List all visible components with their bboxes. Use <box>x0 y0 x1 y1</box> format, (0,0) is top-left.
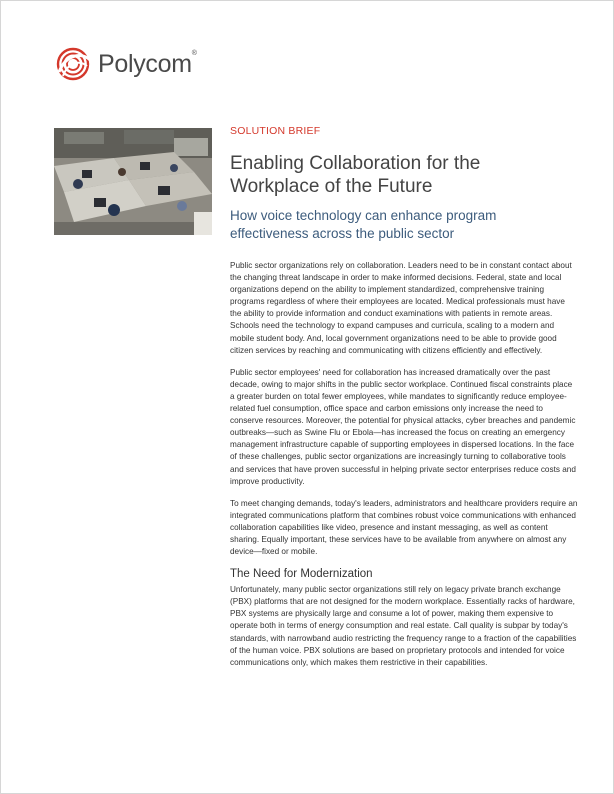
body-text <box>230 260 578 679</box>
body-paragraph-1: Public sector organizations rely on collaboration. Leaders need to be in constant contact about the changing threat landscape in order to make informed decisions. Federal, state and local organizations depend on the ability to implement standardized, comprehensive training programs regardless of where their employees are located. Medical professionals must have the ability to provide information and conduct examinations with patients in remote areas. Schools need the technology to expand campuses and curricula, scaling to a modern and mobile student body. And, local government organizations need to be able to provide good citizen services by reaching and communicating with citizens efficiently and effectively. <box>230 261 572 355</box>
polycom-swirl-icon <box>54 46 94 82</box>
body-paragraph-3: To meet changing demands, today's leaders, administrators and healthcare providers require an integrated communications platform that combines robust voice communications with enhanced collaboration capabilities like video, presence and instant messaging, as well as content sharing. Equally important, these services have to be available from anywhere on almost any device—fixed or mobile. <box>230 498 578 557</box>
page-title: Enabling Collaboration for the Workplace of the Future <box>230 153 481 197</box>
office-photo-illustration <box>54 128 212 235</box>
section-paragraph: Unfortunately, many public sector organizations still rely on legacy private branch exchange (PBX) platforms that are not designed for the modern workplace. Essentially racks of hardware, PBX systems are physically large and consume a lot of power, making them expensive to operate both in terms of energy consumption and real estate. Call quality is subpar by today's standards, with narrowband audio restricting the frequency range to a fraction of the capabilities of the human voice. PBX solutions are based on proprietary protocols and intended for voice communications only, which makes them restrictive in their capabilities. <box>230 585 577 667</box>
body-paragraph-2: Public sector employees' need for collaboration has increased dramatically over the past decade, owing to major shifts in the public sector workplace. Continued fiscal constraints place a greater burden on total fewer employees, while mandates to significantly reduce employee-related fuel consumption, office space and carbon emissions only increase the need to conserve resources. Moreover, the potential for physical attacks, cyber breaches and pandemic outbreaks—such as Swine Flu or Ebola—has increased the focus on creating an emergency management infrastructure capable of supporting employees in dispersed locations. In the face of these challenges, public sector organizations are increasingly turning to collaborative tools and services that have proven successful in helping private sector enterprises reduce costs and improve productivity. <box>230 367 576 486</box>
office-photo <box>54 128 212 235</box>
document-type-label: SOLUTION BRIEF <box>230 125 321 137</box>
section-heading: The Need for Modernization <box>230 568 373 581</box>
polycom-logo <box>54 46 197 82</box>
page-subtitle: How voice technology can enhance program effectiveness across the public sector <box>230 208 497 241</box>
brand-name: Polycom® <box>98 49 197 78</box>
